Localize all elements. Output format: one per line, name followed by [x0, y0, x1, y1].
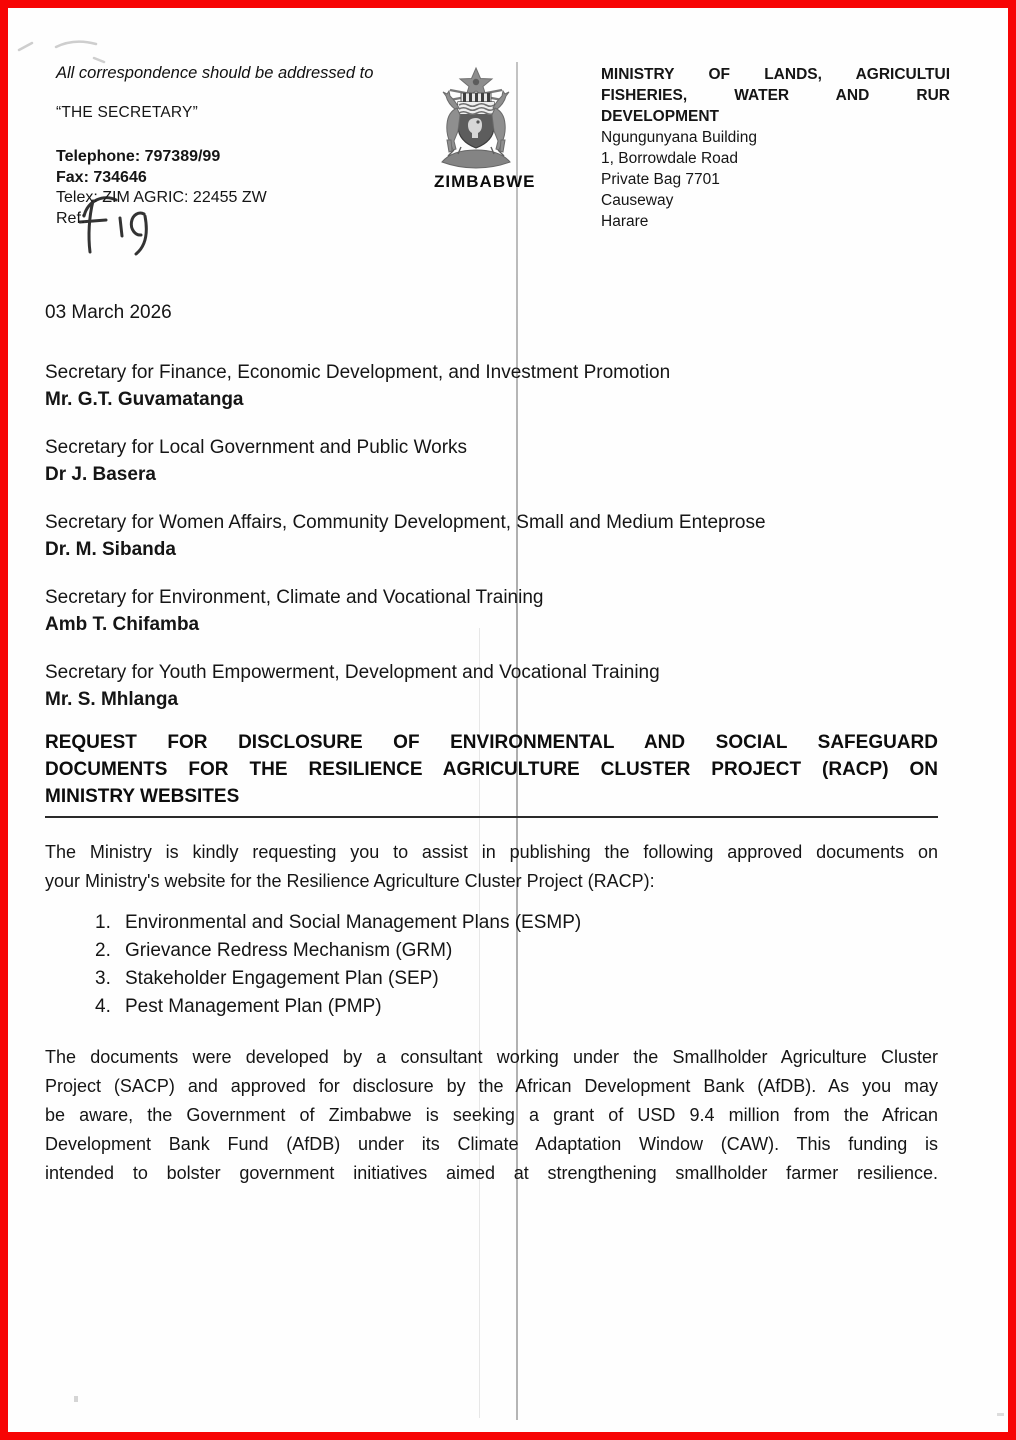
- recipient-block: [45, 659, 938, 713]
- list-item-text: Pest Management Plan (PMP): [125, 996, 382, 1017]
- recipient-block: [45, 584, 938, 638]
- correspondence-note: All correspondence should be addressed to: [56, 64, 374, 82]
- recipient-block: [45, 359, 938, 413]
- recipient-name: Dr. M. Sibanda: [45, 539, 176, 560]
- recipient-name: Mr. G.T. Guvamatanga: [45, 389, 244, 410]
- intro-paragraph: [45, 838, 938, 896]
- address-line: 1, Borrowdale Road: [601, 150, 738, 167]
- paragraph-line: intended to bolster government initiatives aimed at strengthening smallholder farmer resilience.: [45, 1163, 938, 1183]
- list-item-number: 2.: [95, 940, 111, 961]
- ref-label: Ref:: [56, 209, 86, 227]
- address-line: Causeway: [601, 192, 674, 209]
- letterhead-right-block: [601, 64, 950, 232]
- address-line: Private Bag 7701: [601, 171, 720, 188]
- letter-date: 03 March 2026: [45, 302, 172, 323]
- recipient-title: Secretary for Local Government and Public Works: [45, 437, 468, 458]
- paragraph-line: The Ministry is kindly requesting you to assist in publishing the following approved documents on: [45, 842, 938, 862]
- telephone-line: Telephone: 797389/99: [56, 148, 221, 165]
- body-paragraph: [45, 1043, 938, 1188]
- recipient-title: Secretary for Finance, Economic Development, and Investment Promotion: [45, 362, 671, 383]
- recipient-title: Secretary for Youth Empowerment, Development and Vocational Training: [45, 662, 660, 683]
- list-item: [45, 937, 938, 965]
- subject-line: DOCUMENTS FOR THE RESILIENCE AGRICULTURE CLUSTER PROJECT (RACP) ON: [45, 759, 938, 780]
- ministry-name-line: MINISTRY OF LANDS, AGRICULTUI: [601, 66, 950, 83]
- recipient-name: Dr J. Basera: [45, 464, 156, 485]
- emblem-country-label: ZIMBABWE: [434, 172, 536, 191]
- ministry-name-line: DEVELOPMENT: [601, 108, 719, 125]
- list-item-number: 4.: [95, 996, 111, 1017]
- recipient-name: Amb T. Chifamba: [45, 614, 200, 635]
- recipient-block: [45, 434, 938, 488]
- emblem-block: [434, 66, 536, 192]
- recipient-name: Mr. S. Mhlanga: [45, 689, 179, 710]
- list-item: [45, 993, 938, 1021]
- zimbabwe-coat-of-arms-icon: [434, 66, 518, 170]
- scan-speck: [74, 1396, 78, 1402]
- address-line: Ngungunyana Building: [601, 129, 757, 146]
- telex-line: Telex: ZIM AGRIC: 22455 ZW: [56, 189, 267, 206]
- list-item-text: Environmental and Social Management Plans (ESMP): [125, 912, 582, 933]
- list-item-number: 1.: [95, 912, 111, 933]
- paragraph-line: your Ministry's website for the Resilience Agriculture Cluster Project (RACP):: [45, 871, 655, 891]
- ministry-name-line: FISHERIES, WATER AND RUR: [601, 87, 950, 104]
- list-item-text: Stakeholder Engagement Plan (SEP): [125, 968, 439, 989]
- recipient-block: [45, 509, 938, 563]
- recipient-list: [45, 359, 938, 734]
- paragraph-line: Development Bank Fund (AfDB) under its Climate Adaptation Window (CAW). This funding is: [45, 1134, 938, 1154]
- paragraph-line: Project (SACP) and approved for disclosure by the African Development Bank (AfDB). As you may: [45, 1076, 938, 1096]
- handwritten-ref-mark: [74, 190, 166, 260]
- subject-heading: [45, 729, 938, 818]
- address-line: Harare: [601, 213, 649, 230]
- secretary-line: “THE SECRETARY”: [56, 104, 198, 121]
- list-item-number: 3.: [95, 968, 111, 989]
- subject-line: MINISTRY WEBSITES: [45, 786, 240, 807]
- fax-line: Fax: 734646: [56, 168, 147, 186]
- document-list: [45, 909, 938, 1021]
- paragraph-line: The documents were developed by a consultant working under the Smallholder Agriculture Cluster: [45, 1047, 938, 1067]
- list-item: [45, 965, 938, 993]
- paragraph-line: be aware, the Government of Zimbabwe is seeking a grant of USD 9.4 million from the African: [45, 1105, 938, 1125]
- subject-line: REQUEST FOR DISCLOSURE OF ENVIRONMENTAL AND SOCIAL SAFEGUARD: [45, 732, 938, 753]
- scan-speck: [997, 1413, 1004, 1416]
- recipient-title: Secretary for Environment, Climate and Vocational Training: [45, 587, 544, 608]
- recipient-title: Secretary for Women Affairs, Community Development, Small and Medium Enteprose: [45, 512, 766, 533]
- list-item-text: Grievance Redress Mechanism (GRM): [125, 940, 453, 961]
- list-item: [45, 909, 938, 937]
